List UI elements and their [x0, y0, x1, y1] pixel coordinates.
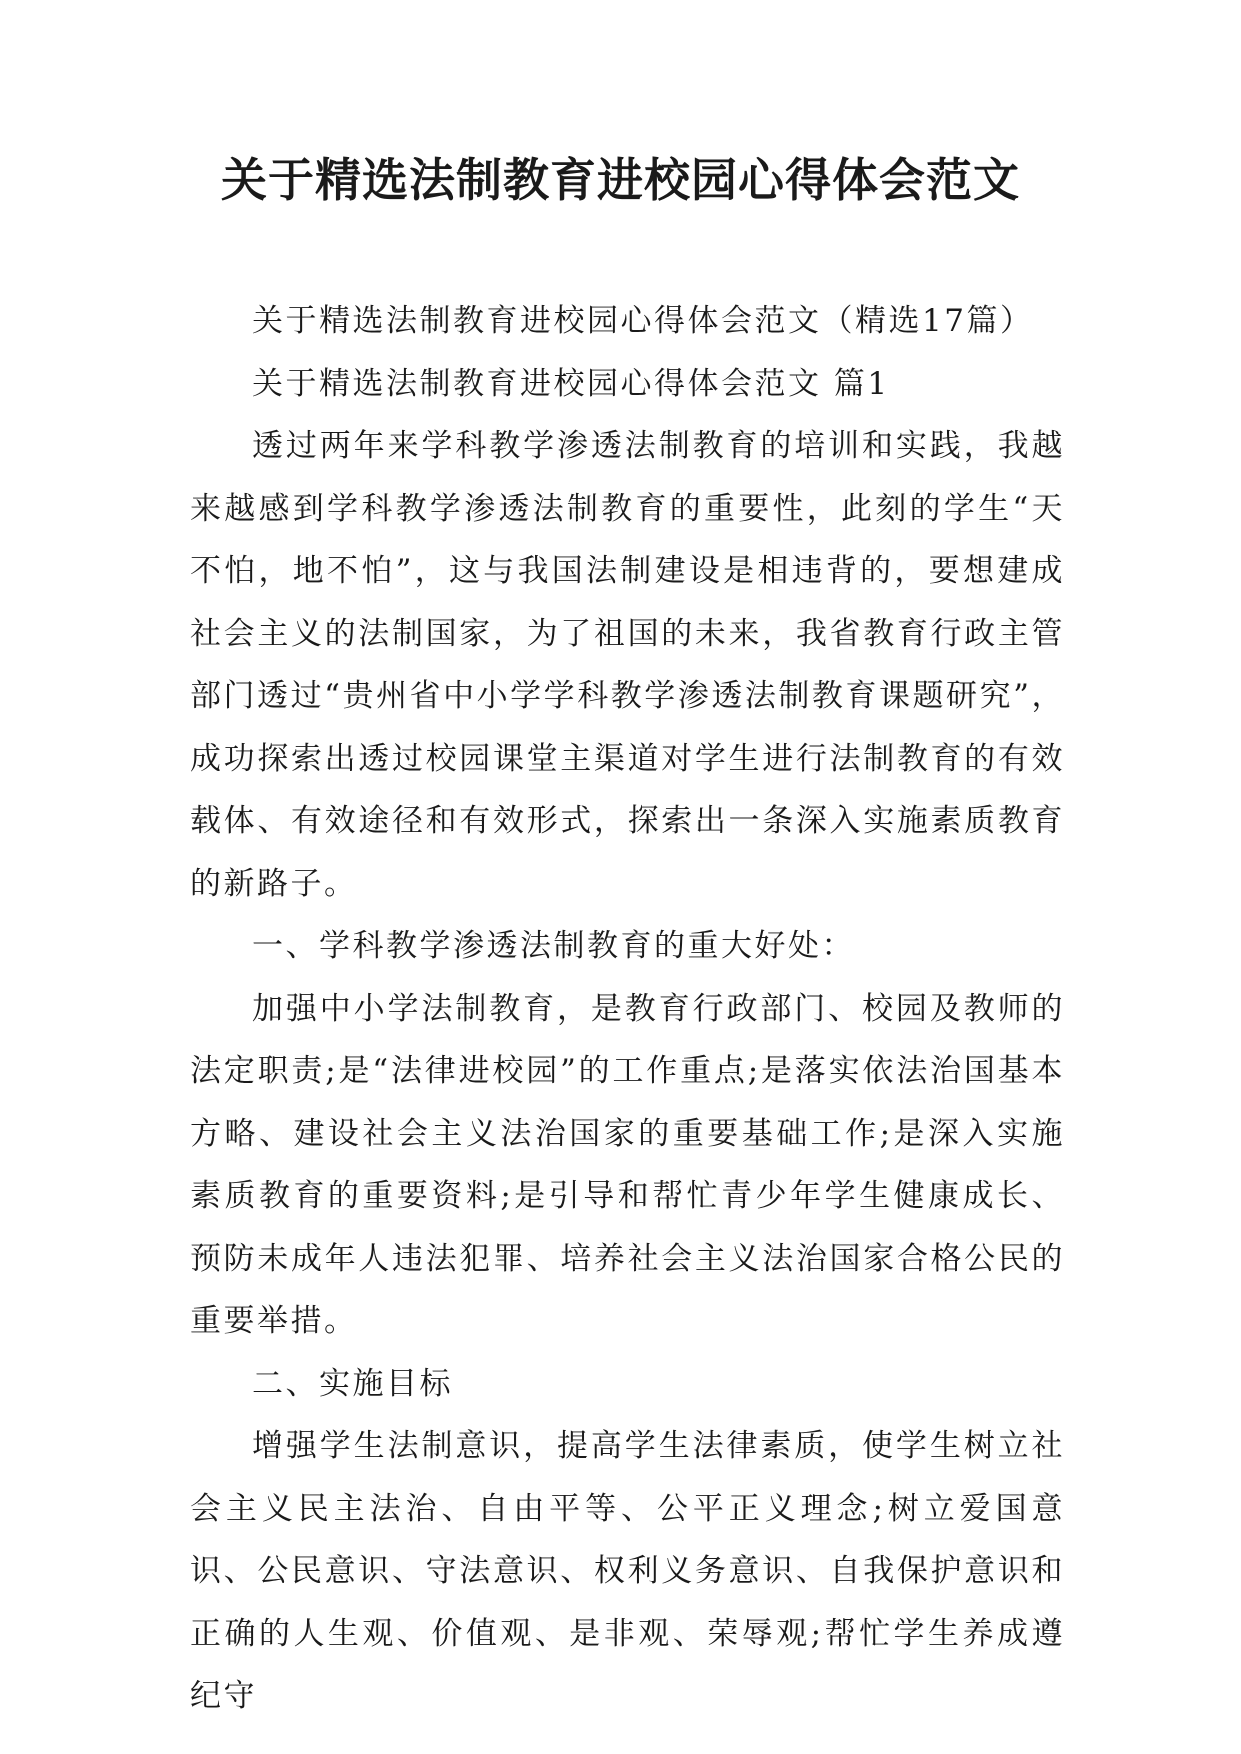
document-body — [190, 290, 1065, 1728]
body-paragraph: 增强学生法制意识，提高学生法律素质，使学生树立社会主义民主法治、自由平等、公平正义理念;树立爱国意识、公民意识、守法意识、权利义务意识、自我保护意识和正确的人生观、价值观、是非观、荣辱观;帮忙学生养成遵纪守 — [190, 1428, 1065, 1714]
body-paragraph: 透过两年来学科教学渗透法制教育的培训和实践，我越来越感到学科教学渗透法制教育的重要性，此刻的学生“天不怕，地不怕”，这与我国法制建设是相违背的，要想建成社会主义的法制国家，为了祖国的未来，我省教育行政主管部门透过“贵州省中小学学科教学渗透法制教育课题研究”，成功探索出透过校园课堂主渠道对学生进行法制教育的有效载体、有效途径和有效形式，探索出一条深入实施素质教育的新路子。 — [190, 428, 1065, 902]
section-heading: 关于精选法制教育进校园心得体会范文 篇1 — [252, 365, 890, 402]
body-paragraph: 加强中小学法制教育，是教育行政部门、校园及教师的法定职责;是“法律进校园”的工作重点;是落实依法治国基本方略、建设社会主义法治国家的重要基础工作;是深入实施素质教育的重要资料;是引导和帮忙青少年学生健康成长、预防未成年人违法犯罪、培养社会主义法治国家合格公民的重要举措。 — [190, 990, 1065, 1339]
document-title: 关于精选法制教育进校园心得体会范文 — [221, 153, 1020, 207]
subtitle-paragraph: 关于精选法制教育进校园心得体会范文（精选17篇） — [252, 303, 1034, 339]
section-heading: 一、学科教学渗透法制教育的重大好处： — [252, 928, 855, 964]
section-heading: 二、实施目标 — [252, 1365, 453, 1402]
